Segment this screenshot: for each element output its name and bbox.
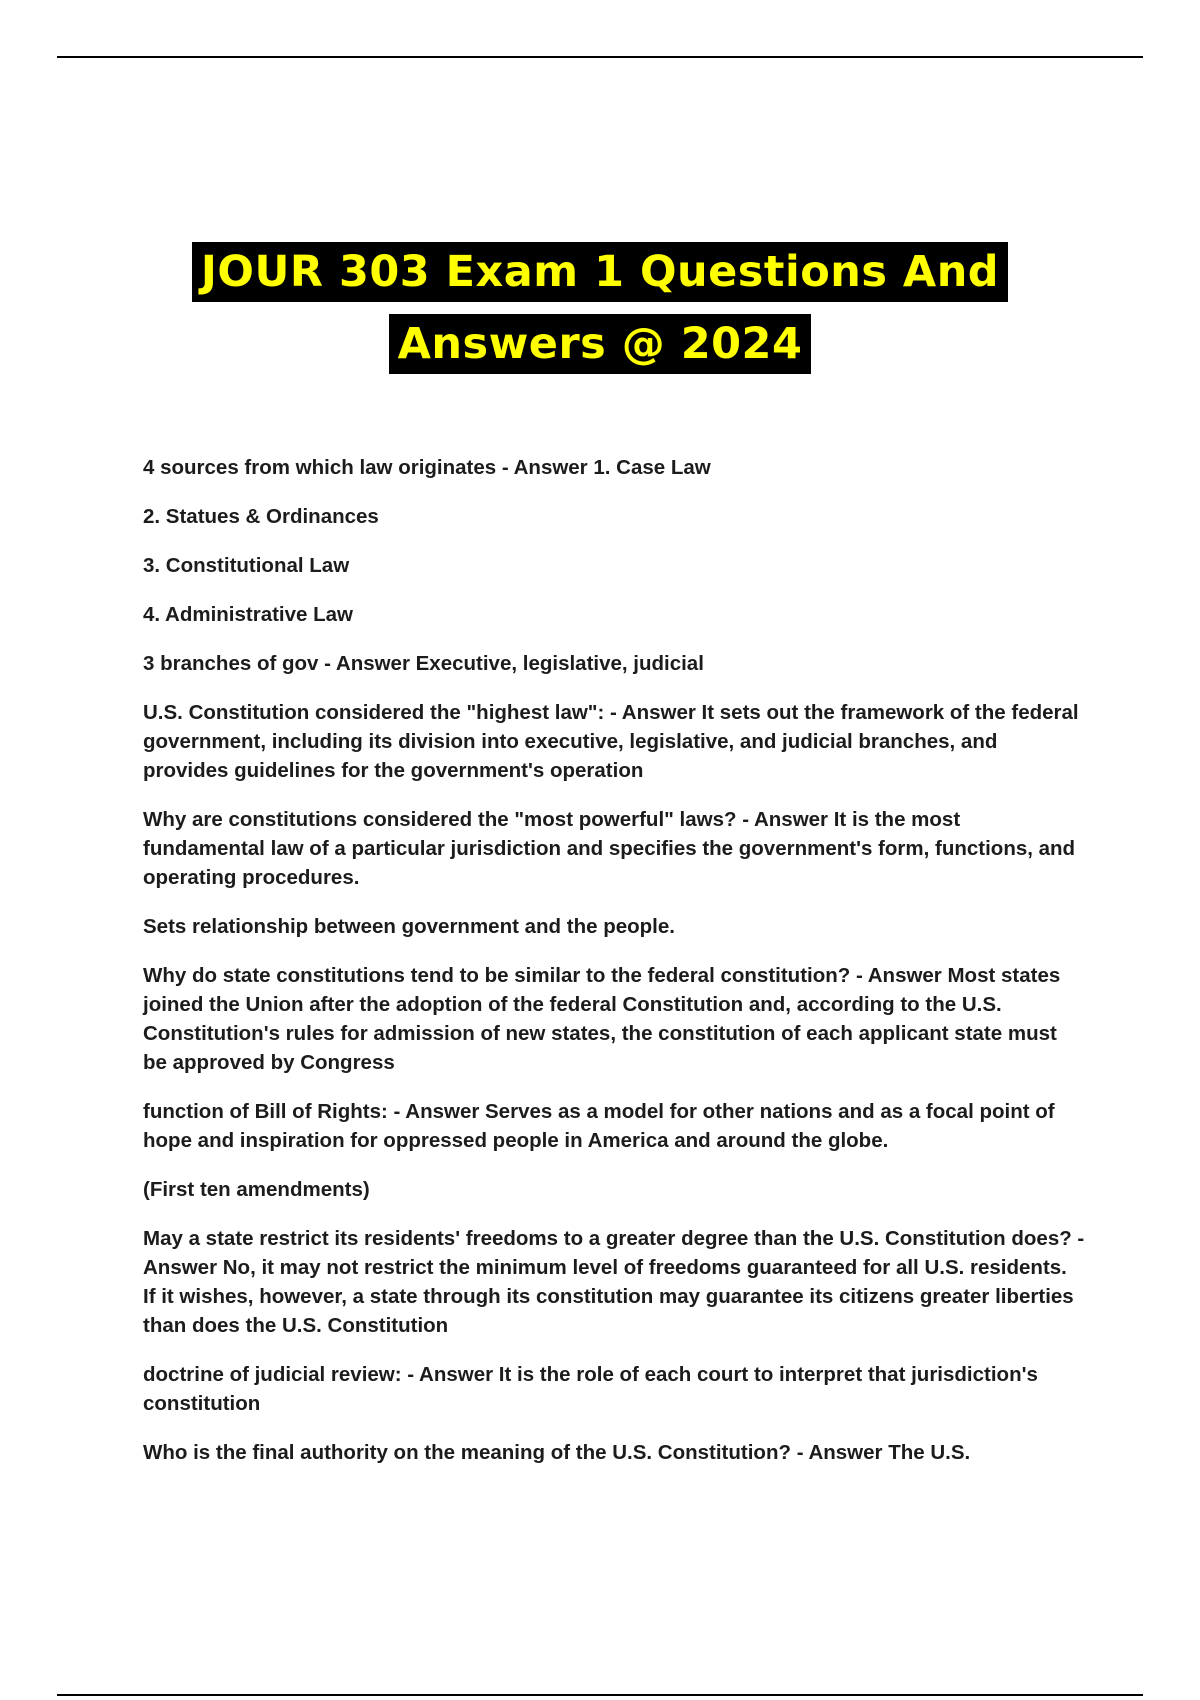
document-title	[0, 242, 1200, 374]
qa-paragraph: Why do state constitutions tend to be similar to the federal constitution? - Answer Most states joined the Union after the adoption of the federal Constitution and, according to the U.S. Constitution's rules for admission of new states, the constitution of each applicant state must be approved by Congress	[143, 964, 1061, 1074]
qa-paragraph: 3 branches of gov - Answer Executive, legislative, judicial	[143, 652, 704, 675]
qa-paragraph: (First ten amendments)	[143, 1178, 370, 1201]
header-rule	[57, 56, 1143, 58]
qa-paragraph: May a state restrict its residents' freedoms to a greater degree than the U.S. Constitution does? - Answer No, it may not restrict the minimum level of freedoms guaranteed for all U.S. residents. If it wishes, however, a state through its constitution may guarantee its citizens greater liberties than does the U.S. Constitution	[143, 1227, 1085, 1337]
footer-rule	[57, 1694, 1143, 1696]
title-line-1: JOUR 303 Exam 1 Questions And	[192, 242, 1008, 302]
qa-paragraph: 4. Administrative Law	[143, 603, 353, 626]
title-line-2: Answers @ 2024	[389, 314, 812, 374]
qa-paragraph: doctrine of judicial review: - Answer It is the role of each court to interpret that jurisdiction's constitution	[143, 1363, 1038, 1415]
qa-paragraph: 3. Constitutional Law	[143, 554, 350, 577]
qa-paragraph: U.S. Constitution considered the "highest law": - Answer It sets out the framework of the federal government, including its division into executive, legislative, and judicial branches, and provides guidelines for the government's operation	[143, 701, 1079, 782]
qa-paragraph: Who is the final authority on the meaning of the U.S. Constitution? - Answer The U.S.	[143, 1441, 971, 1464]
qa-paragraph: 2. Statues & Ordinances	[143, 505, 379, 528]
qa-paragraph: Why are constitutions considered the "most powerful" laws? - Answer It is the most fundamental law of a particular jurisdiction and specifies the government's form, functions, and operating procedures.	[143, 808, 1076, 889]
qa-paragraph: 4 sources from which law originates - Answer 1. Case Law	[143, 456, 711, 479]
qa-paragraph: function of Bill of Rights: - Answer Serves as a model for other nations and as a focal point of hope and inspiration for oppressed people in America and around the globe.	[143, 1100, 1055, 1152]
qa-paragraph: Sets relationship between government and the people.	[143, 915, 675, 938]
document-body	[143, 453, 1085, 1487]
